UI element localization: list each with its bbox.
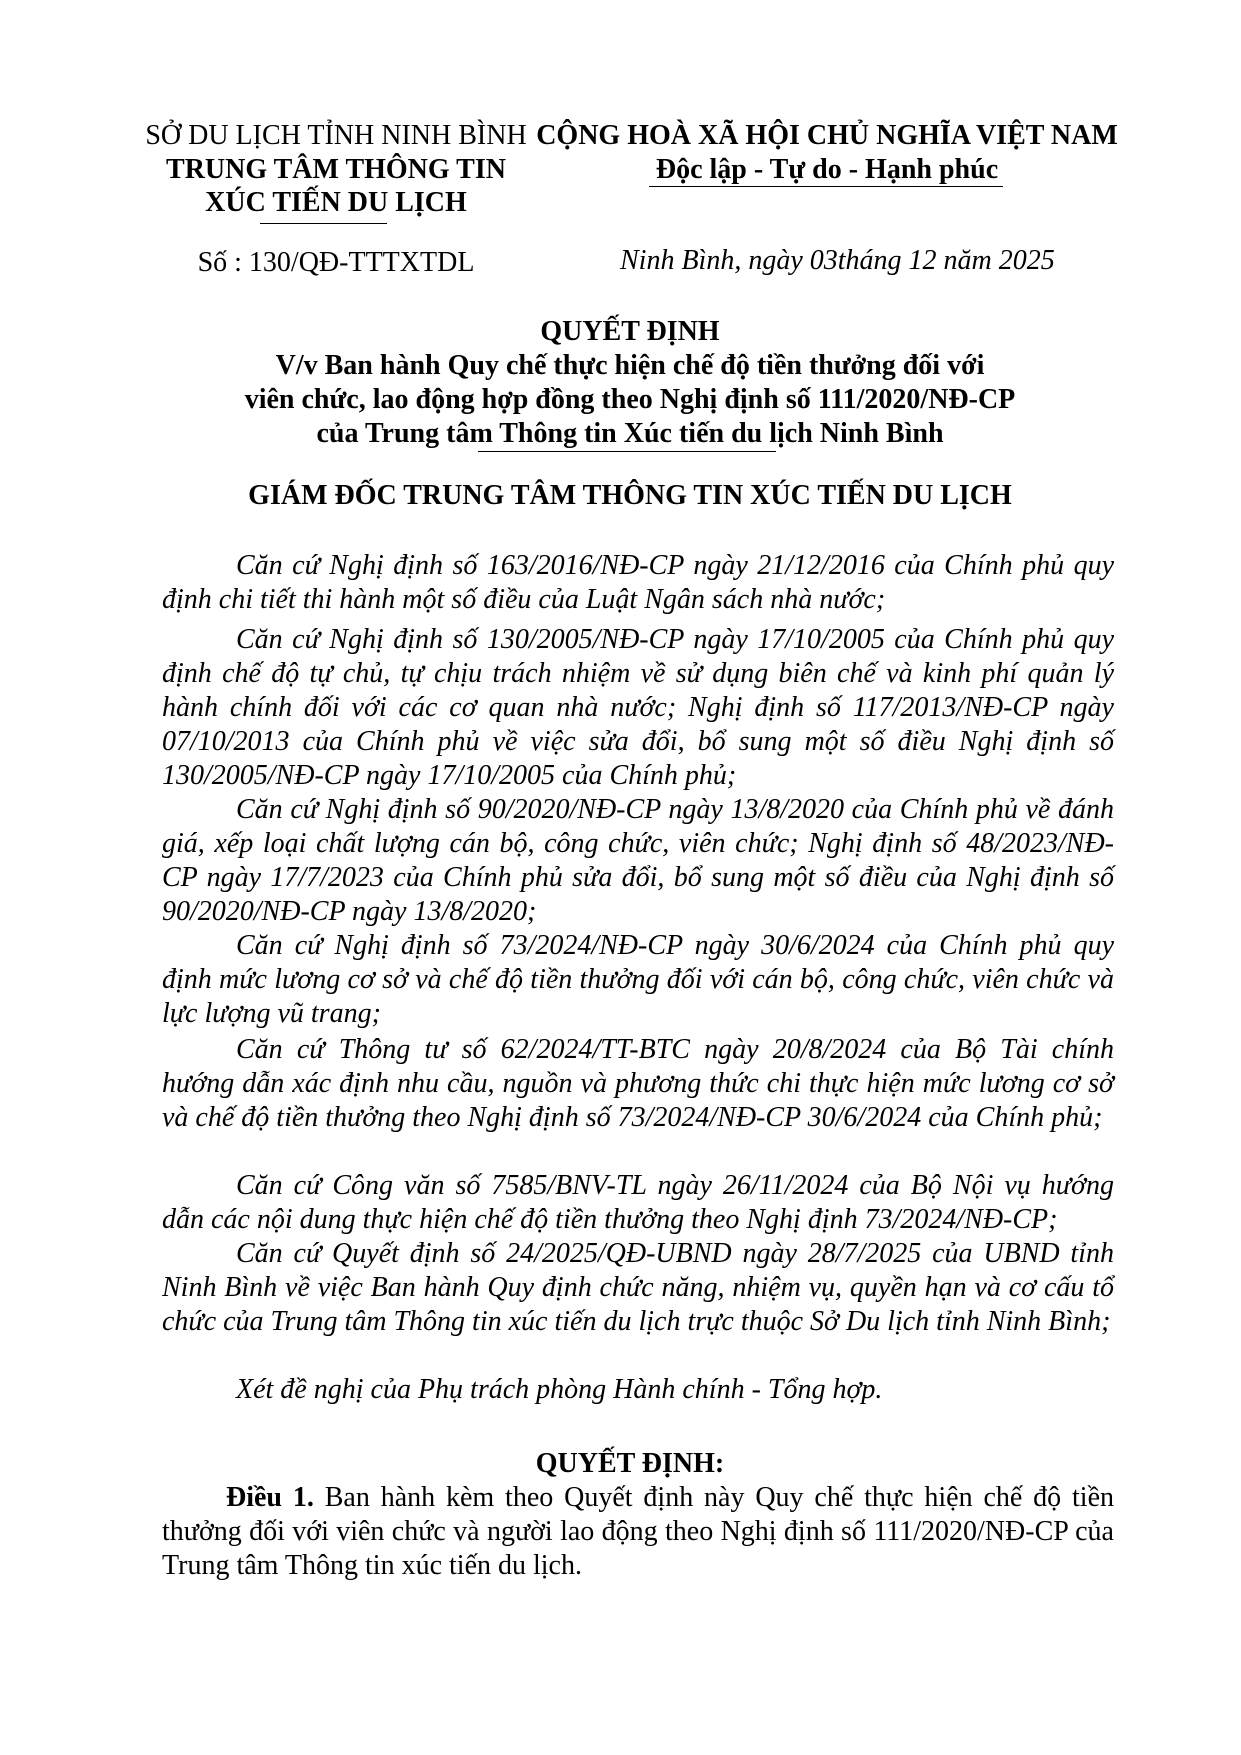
doc-type: QUYẾT ĐỊNH xyxy=(540,316,720,347)
proposal: Xét đề nghị của Phụ trách phòng Hành chính - Tổng hợp. xyxy=(236,1374,883,1405)
org-name-line2: XÚC TIẾN DU LỊCH xyxy=(205,187,467,218)
article-1-text: Ban hành kèm theo Quyết định này Quy chế thực hiện chế độ tiền thưởng đối với viên chức và người lao động theo Nghị định số 111/2020/NĐ-CP của Trung tâm Thông tin xúc tiến du lịch. xyxy=(162,1482,1115,1581)
subject-line2: viên chức, lao động hợp đồng theo Nghị định số 111/2020/NĐ-CP xyxy=(244,384,1016,415)
basis-4: Căn cứ Nghị định số 73/2024/NĐ-CP ngày 30/6/2024 của Chính phủ quy định mức lương cơ sở và chế độ tiền thưởng đối với cán bộ, công chức, viên chức và lực lượng vũ trang; xyxy=(162,930,1114,1029)
place-date: Ninh Bình, ngày 03tháng 12 năm 2025 xyxy=(620,245,1055,276)
basis-5: Căn cứ Thông tư số 62/2024/TT-BTC ngày 20/8/2024 của Bộ Tài chính hướng dẫn xác định nhu cầu, nguồn và phương thức chi thực hiện mức lương cơ sở và chế độ tiền thưởng theo Nghị định số 73/2024/NĐ-CP 30/6/2024 của Chính phủ; xyxy=(162,1034,1114,1133)
subject-line1: V/v Ban hành Quy chế thực hiện chế độ tiền thưởng đối với xyxy=(275,350,985,381)
motto: Độc lập - Tự do - Hạnh phúc xyxy=(655,154,999,185)
doc-number: Số : 130/QĐ-TTTXTDL xyxy=(197,247,475,278)
motto-underline xyxy=(649,186,1003,187)
article-1 xyxy=(162,1481,1114,1583)
basis-2: Căn cứ Nghị định số 130/2005/NĐ-CP ngày 17/10/2005 của Chính phủ quy định chế độ tự chủ, tự chịu trách nhiệm về sử dụng biên chế và kinh phí quản lý hành chính đối với các cơ quan nhà nước; Nghị định số 117/2013/NĐ-CP ngày 07/10/2013 của Chính phủ về việc sửa đổi, bổ sung một số điều Nghị định số 130/2005/NĐ-CP ngày 17/10/2005 của Chính phủ; xyxy=(162,624,1114,791)
org-name-line1: TRUNG TÂM THÔNG TIN xyxy=(166,154,506,185)
subject-underline xyxy=(478,451,776,452)
authority: GIÁM ĐỐC TRUNG TÂM THÔNG TIN XÚC TIẾN DU LỊCH xyxy=(248,480,1012,511)
basis-1: Căn cứ Nghị định số 163/2016/NĐ-CP ngày 21/12/2016 của Chính phủ quy định chi tiết thi hành một số điều của Luật Ngân sách nhà nước; xyxy=(162,550,1114,615)
article-1-label: Điều 1. xyxy=(226,1482,314,1513)
basis-6: Căn cứ Công văn số 7585/BNV-TL ngày 26/11/2024 của Bộ Nội vụ hướng dẫn các nội dung thực hiện chế độ tiền thưởng theo Nghị định 73/2024/NĐ-CP; xyxy=(162,1170,1114,1235)
org-underline xyxy=(260,223,387,224)
basis-3: Căn cứ Nghị định số 90/2020/NĐ-CP ngày 13/8/2020 của Chính phủ về đánh giá, xếp loại chất lượng cán bộ, công chức, viên chức; Nghị định số 48/2023/NĐ- CP ngày 17/7/2023 của Chính phủ sửa đổi, bổ sung một số điều của Nghị định số 90/2020/NĐ-CP ngày 13/8/2020; xyxy=(162,794,1114,927)
subject-line3: của Trung tâm Thông tin Xúc tiến du lịch Ninh Bình xyxy=(316,418,944,449)
decision-heading: QUYẾT ĐỊNH: xyxy=(535,1448,725,1479)
org-parent: SỞ DU LỊCH TỈNH NINH BÌNH xyxy=(145,120,527,151)
basis-7: Căn cứ Quyết định số 24/2025/QĐ-UBND ngày 28/7/2025 của UBND tỉnh Ninh Bình về việc Ban hành Quy định chức năng, nhiệm vụ, quyền hạn và cơ cấu tổ chức của Trung tâm Thông tin xúc tiến du lịch trực thuộc Sở Du lịch tỉnh Ninh Bình; xyxy=(162,1238,1114,1337)
nation-title: CỘNG HOÀ XÃ HỘI CHỦ NGHĨA VIỆT NAM xyxy=(536,120,1118,151)
